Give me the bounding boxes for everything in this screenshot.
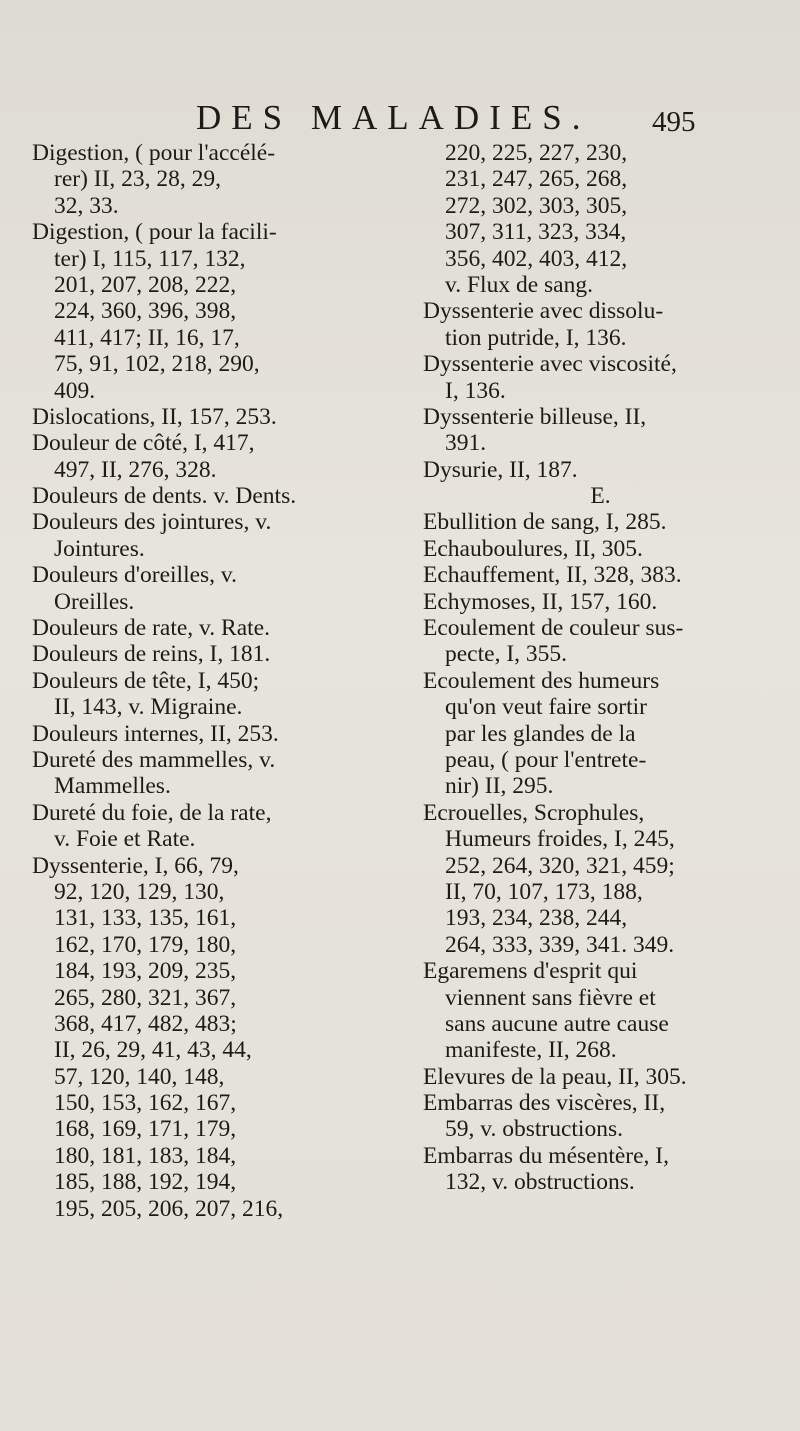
index-line: 131, 133, 135, 161, [54,905,237,932]
index-line: 132, v. obstructions. [445,1169,635,1196]
index-line: sans aucune autre cause [445,1010,669,1037]
index-line: 356, 402, 403, 412, [445,245,628,272]
index-line: Dysurie, II, 187. [423,456,578,483]
index-line: pecte, I, 355. [445,641,568,668]
index-line: v. Foie et Rate. [54,826,196,853]
index-line: 75, 91, 102, 218, 290, [54,351,260,378]
index-line: 168, 169, 171, 179, [54,1116,237,1143]
index-line: 180, 181, 183, 184, [54,1142,237,1169]
index-line: 224, 360, 396, 398, [54,298,237,325]
index-line: 231, 247, 265, 268, [445,166,628,193]
index-line: Digestion, ( pour la facili- [32,219,277,246]
index-line: 264, 333, 339, 341. 349. [445,931,675,958]
index-line: Ecrouelles, Scrophules, [423,799,645,826]
index-line: Humeurs froides, I, 245, [445,826,675,853]
index-line: Dureté du foie, de la rate, [32,799,272,826]
index-line: 265, 280, 321, 367, [54,984,237,1011]
index-line: 184, 193, 209, 235, [54,958,237,985]
index-line: 201, 207, 208, 222, [54,271,237,298]
index-line: 307, 311, 323, 334, [445,219,627,246]
index-line: 411, 417; II, 16, 17, [54,324,240,351]
index-line: Echauffement, II, 328, 383. [423,562,682,589]
index-line: Echauboulures, II, 305. [423,535,643,562]
index-line: II, 143, v. Migraine. [54,694,243,721]
index-line: Ecoulement de couleur sus- [423,615,684,642]
index-line: Oreilles. [54,588,135,615]
index-line: Douleurs de tête, I, 450; [32,667,260,694]
index-line: 252, 264, 320, 321, 459; [445,852,675,879]
page-number: 495 [652,106,696,138]
index-line: Dyssenterie avec viscosité, [423,351,677,378]
index-line: 220, 225, 227, 230, [445,140,628,166]
index-line: 59, v. obstructions. [445,1116,623,1143]
index-line: II, 70, 107, 173, 188, [445,878,643,905]
index-line: Dyssenterie, I, 66, 79, [32,852,239,879]
running-title: DES MALADIES. [196,98,591,137]
index-column-right [423,140,778,1196]
index-line: Echymoses, II, 157, 160. [423,588,658,615]
index-line: par les glandes de la [445,720,636,747]
index-line: 391. [445,430,487,457]
index-line: Dislocations, II, 157, 253. [32,403,277,430]
index-line: Jointures. [54,535,145,562]
index-line: 195, 205, 206, 207, 216, [54,1195,284,1222]
index-line: I, 136. [445,377,506,404]
index-line: tion putride, I, 136. [445,324,627,351]
index-line: 368, 417, 482, 483; [54,1010,237,1037]
index-line: Douleur de côté, I, 417, [32,430,255,457]
index-line: Dyssenterie billeuse, II, [423,403,647,430]
index-line: Egaremens d'esprit qui [423,958,638,985]
index-line: 272, 302, 303, 305, [445,192,628,219]
index-line: Douleurs de reins, I, 181. [32,641,271,668]
index-line: 150, 153, 162, 167, [54,1090,237,1117]
index-line: Douleurs des jointures, v. [32,509,272,536]
index-line: 193, 234, 238, 244, [445,905,628,932]
index-line: Embarras des viscères, II, [423,1090,666,1117]
index-line: viennent sans fièvre et [445,984,656,1011]
index-line: Dureté des mammelles, v. [32,746,276,773]
index-line: Ebullition de sang, I, 285. [423,509,667,536]
index-line: II, 26, 29, 41, 43, 44, [54,1037,252,1064]
index-line: Dyssenterie avec dissolu- [423,298,664,325]
index-line: 32, 33. [54,192,119,219]
index-line: 162, 170, 179, 180, [54,931,237,958]
index-line: Digestion, ( pour l'accélé- [32,140,276,166]
index-line: peau, ( pour l'entrete- [445,746,647,773]
index-column-left [32,140,384,1222]
index-line: Mammelles. [54,773,171,800]
index-line: v. Flux de sang. [445,271,593,298]
index-line: Ecoulement des humeurs [423,667,660,694]
index-line: 185, 188, 192, 194, [54,1169,237,1196]
index-line: Elevures de la peau, II, 305. [423,1063,687,1090]
index-line: Douleurs de dents. v. Dents. [32,483,297,510]
index-line: Douleurs internes, II, 253. [32,720,279,747]
index-line: qu'on veut faire sortir [445,694,647,721]
section-letter: E. [590,483,611,510]
index-line: 409. [54,377,96,404]
index-line: Douleurs d'oreilles, v. [32,562,238,589]
index-line: Douleurs de rate, v. Rate. [32,615,270,642]
running-header [0,98,800,138]
index-line: nir) II, 295. [445,773,554,800]
index-line: Embarras du mésentère, I, [423,1142,669,1169]
index-line: rer) II, 23, 28, 29, [54,166,222,193]
index-line: 497, II, 276, 328. [54,456,217,483]
index-line: manifeste, II, 268. [445,1037,617,1064]
index-line: 57, 120, 140, 148, [54,1063,225,1090]
index-line: 92, 120, 129, 130, [54,878,225,905]
index-line: ter) I, 115, 117, 132, [54,245,246,272]
